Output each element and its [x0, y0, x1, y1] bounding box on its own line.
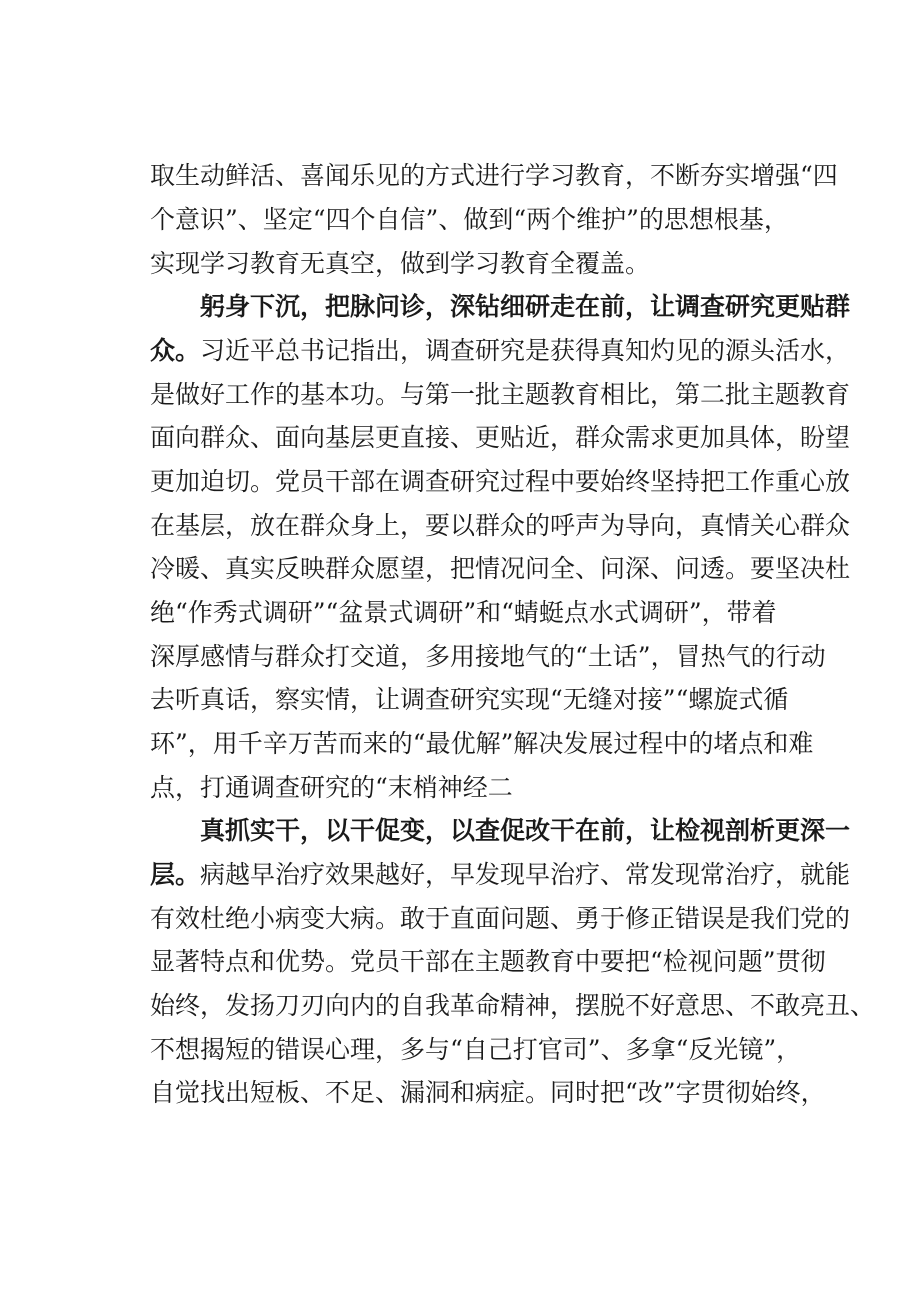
body-line: 环”，用千辛万苦而来的“最优解”解决发展过程中的堵点和难: [150, 729, 814, 758]
body-line: 是做好工作的基本功。与第一批主题教育相比，第二批主题教育: [150, 380, 851, 409]
section-heading-line: 躬身下沉，把脉问诊，深钻细研走在前，让调查研究更贴群: [200, 292, 851, 321]
body-line: 始终，发扬刀刃向内的自我革命精神，摆脱不好意思、不敢亮丑、: [150, 991, 876, 1020]
body-line: 显著特点和优势。党员干部在主题教育中要把“检视问题”贯彻: [150, 947, 826, 976]
body-line: 实现学习教育无真空，做到学习教育全覆盖。: [150, 249, 651, 278]
body-line: 不想揭短的错误心理，多与“自己打官司”、多拿“反光镜”，: [150, 1035, 802, 1064]
body-line: 层。病越早治疗效果越好，早发现早治疗、常发现常治疗，就能: [150, 860, 851, 889]
body-line: 深厚感情与群众打交道，多用接地气的“土话”，冒热气的行动: [150, 642, 826, 671]
body-line: 在基层，放在群众身上，要以群众的呼声为导向，真情关心群众: [150, 511, 851, 540]
body-line: 个意识”、坚定“四个自信”、做到“两个维护”的思想根基，: [150, 205, 789, 234]
body-line: 绝“作秀式调研”“盆景式调研”和“蜻蜓点水式调研”，带着: [150, 598, 777, 627]
body-line: 点，打通调查研究的“末梢神经二: [150, 773, 513, 802]
section-heading-line: 真抓实干，以干促变，以查促改干在前，让检视剖析更深一: [200, 816, 851, 845]
body-line: 更加迫切。党员干部在调查研究过程中要始终坚持把工作重心放: [150, 467, 851, 496]
body-line: 面向群众、面向基层更直接、更贴近，群众需求更加具体，盼望: [150, 423, 851, 452]
body-line: 去听真话，察实情，让调查研究实现“无缝对接”“螺旋式循: [150, 685, 789, 714]
body-line: 取生动鲜活、喜闻乐见的方式进行学习教育，不断夯实增强“四: [150, 161, 838, 190]
body-line: 自觉找出短板、不足、漏洞和病症。同时把“改”字贯彻始终，: [150, 1078, 826, 1107]
body-line: 众。习近平总书记指出，调查研究是获得真知灼见的源头活水，: [150, 336, 851, 365]
body-line: 冷暖、真实反映群众愿望，把情况问全、问深、问透。要坚决杜: [150, 554, 851, 583]
body-line: 有效杜绝小病变大病。敢于直面问题、勇于修正错误是我们党的: [150, 904, 851, 933]
